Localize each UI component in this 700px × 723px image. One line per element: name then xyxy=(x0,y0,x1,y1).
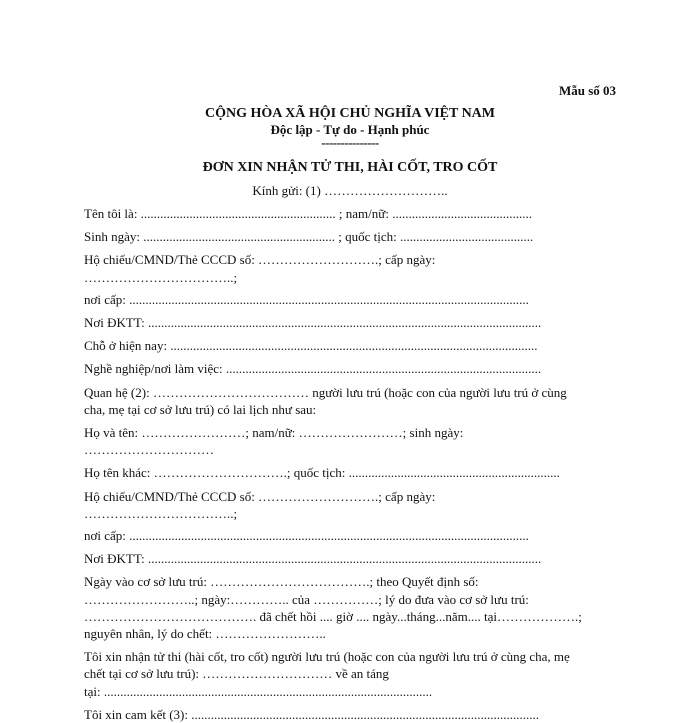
field-relation: Quan hệ (2): ……………………………… người lưu trú (hoặc con của người lưu trú ở cùng xyxy=(84,384,567,400)
field-deceased-residence: Nơi ĐKTT: ......................................................................................................................... xyxy=(84,551,542,567)
field-occupation: Nghề nghiệp/nơi làm việc: ................................................................................................. xyxy=(84,361,542,377)
nation-name: CỘNG HÒA XÃ HỘI CHỦ NGHĨA VIỆT NAM xyxy=(204,106,495,121)
form-title: ĐƠN XIN NHẬN TỬ THI, HÀI CỐT, TRO CỐT xyxy=(202,160,498,175)
field-passport-number: Hộ chiếu/CMND/Thẻ CCCD số: ……………………….; cấp ngày: xyxy=(84,252,436,268)
field-name-gender: Tên tôi là: ............................................................ ; nam/nữ: ........................................... xyxy=(84,206,532,221)
form-number: Mẫu số 03 xyxy=(558,83,616,98)
field-passport-issue-date: ……………………………..; xyxy=(84,269,238,285)
field-current-residence: Chỗ ở hiện nay: ................................................................................................................. xyxy=(84,338,538,354)
field-deceased-name: Họ và tên: ……………………; nam/nữ: ……………………; sinh ngày: xyxy=(84,425,464,441)
national-header xyxy=(0,105,700,149)
field-issue-place: nơi cấp: ........................................................................................................................... xyxy=(84,291,529,307)
field-request: Tôi xin nhận tử thi (hài cốt, tro cốt) người lưu trú (hoặc con của người lưu trú ở cùng cha, mẹ xyxy=(84,649,570,665)
national-motto: Độc lập - Tự do - Hạnh phúc xyxy=(270,122,430,137)
field-burial-place: tại: ..................................................................................................... xyxy=(84,683,433,699)
field-deceased-issue-place: nơi cấp: ........................................................................................................................... xyxy=(84,528,529,544)
header-divider: --------------- xyxy=(321,135,379,150)
field-permanent-residence: Nơi ĐKTT: ......................................................................................................................... xyxy=(84,315,542,331)
field-request-cont: chết tại cơ sở lưu trú): ………………………… về an táng xyxy=(84,666,389,682)
field-deceased-passport: Hộ chiếu/CMND/Thẻ CCCD số: ……………………….; cấp ngày: xyxy=(84,488,436,504)
field-entry-decision: ……………………..; ngày:………….. của ……………; lý do đưa vào cơ sở lưu trú: xyxy=(84,591,529,607)
addressee-line: Kính gửi: (1) ……………………….. xyxy=(252,183,448,198)
field-other-name: Họ tên khác: ………………………….; quốc tịch: ................................................................. xyxy=(84,465,560,481)
field-entry-date: Ngày vào cơ sở lưu trú: ……………………………….; theo Quyết định số: xyxy=(84,574,479,590)
field-death-cause: nguyên nhân, lý do chết: …………………….. xyxy=(84,626,326,642)
field-death-time: …………………………………. đã chết hồi .... giờ .... ngày...tháng...năm.... tại……………….; xyxy=(84,608,582,624)
form-body xyxy=(84,205,620,723)
field-commitment: Tôi xin cam kết (3): ........................................................................................................... xyxy=(84,706,539,722)
field-deceased-passport-date: ……………………………..; xyxy=(84,505,238,521)
field-dob-nationality: Sinh ngày: ........................................................... ; quốc tịch: ......................................... xyxy=(84,229,534,245)
field-deceased-dob: ………………………… xyxy=(84,442,214,458)
field-relation-cont: cha, mẹ tại cơ sở lưu trú) có lai lịch như sau: xyxy=(84,401,317,417)
